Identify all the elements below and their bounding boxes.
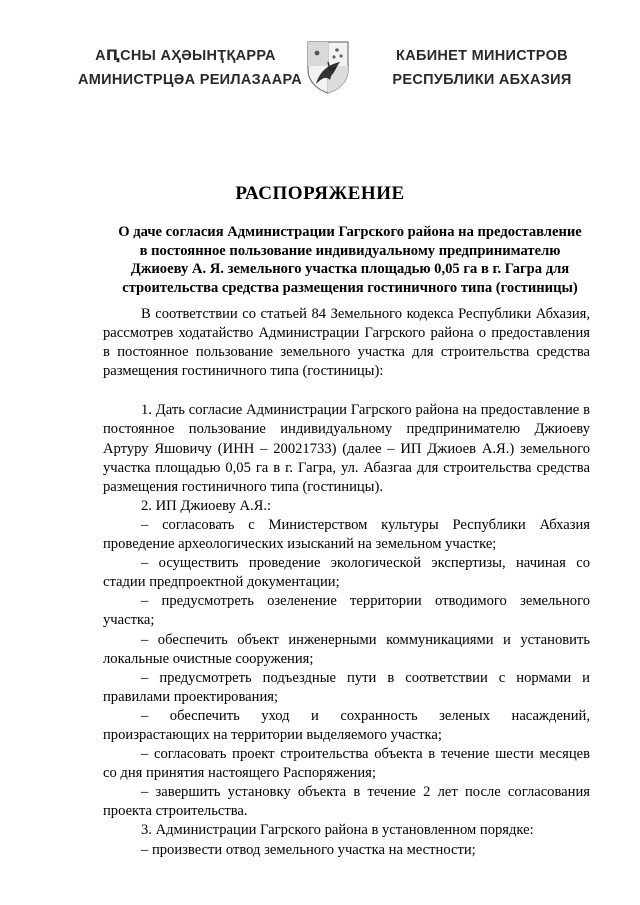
document-subject bbox=[100, 223, 600, 297]
header-left-line-1: АԤСНЫ АҲӘЫНҬҚАРРА bbox=[95, 48, 276, 64]
clause-3-heading: 3. Администрации Гагрского района в установленном порядке: bbox=[141, 822, 534, 839]
clause-2-item: – обеспечить уход и сохранность зеленых насаждений, произрастающих на территории выделяемого участка; bbox=[103, 707, 590, 743]
header-right-line-1: КАБИНЕТ МИНИСТРОВ bbox=[396, 48, 568, 64]
header-left-line-2: АМИНИСТРЦӘА РЕИЛАЗААРА bbox=[78, 72, 303, 88]
subject-line: строительства средства размещения гостиничного типа (гостиницы) bbox=[122, 279, 578, 296]
clause-2-item: – предусмотреть подъездные пути в соответствии с нормами и правилами проектирования; bbox=[103, 669, 590, 705]
document-body bbox=[103, 305, 590, 860]
clause-2-item: – предусмотреть озеленение территории отводимого земельного участка; bbox=[103, 593, 590, 629]
subject-line: Джиоеву А. Я. земельного участка площадью 0,05 га в г. Гагра для bbox=[130, 261, 570, 277]
document-title: РАСПОРЯЖЕНИЕ bbox=[235, 183, 405, 204]
subject-line: в постоянное пользование индивидуальному предпринимателю bbox=[139, 242, 561, 259]
clause-2-item: – обеспечить объект инженерными коммуникациями и установить локальные очистные сооружения; bbox=[103, 631, 590, 667]
clause-2-item: – согласовать с Министерством культуры Республики Абхазия проведение археологических изысканий на земельном участке; bbox=[103, 516, 590, 553]
subject-line: О даче согласия Администрации Гагрского района на предоставление bbox=[118, 224, 582, 240]
clause-1-paragraph: 1. Дать согласие Администрации Гагрского района на предоставление в постоянное пользование индивидуальному предпринимателю Джиоеву Артуру Яшовичу (ИНН – 20021733) (далее – ИП Джиоев А.Я.) земельного участка площадью 0,05 га в г. Гагра, ул. Абазгаа для строительства средства размещения гостиничного типа (гостиницы). bbox=[103, 402, 590, 495]
clause-3-item: – произвести отвод земельного участка на местности; bbox=[141, 841, 476, 858]
clause-2-item: – завершить установку объекта в течение 2 лет после согласования проекта строительства. bbox=[103, 784, 590, 820]
preamble-paragraph: В соответствии со статьей 84 Земельного кодекса Республики Абхазия, рассмотрев ходатайство Администрации Гагрского района о предоставления в постоянное пользование земельного участка для строительства средства размещения гостиничного типа (гостиницы): bbox=[103, 306, 590, 380]
header-russian-title bbox=[382, 44, 582, 92]
clause-2-item: – осуществить проведение экологической экспертизы, начиная со стадии предпроектной документации; bbox=[103, 555, 590, 591]
header-abkhaz-title bbox=[78, 44, 303, 92]
coat-of-arms-icon bbox=[306, 40, 350, 94]
clause-2-item: – согласовать проект строительства объекта в течение шести месяцев со дня принятия настоящего Распоряжения; bbox=[103, 746, 590, 782]
clause-2-heading: 2. ИП Джиоеву А.Я.: bbox=[141, 497, 272, 514]
header-right-line-2: РЕСПУБЛИКИ АБХАЗИЯ bbox=[392, 72, 572, 88]
